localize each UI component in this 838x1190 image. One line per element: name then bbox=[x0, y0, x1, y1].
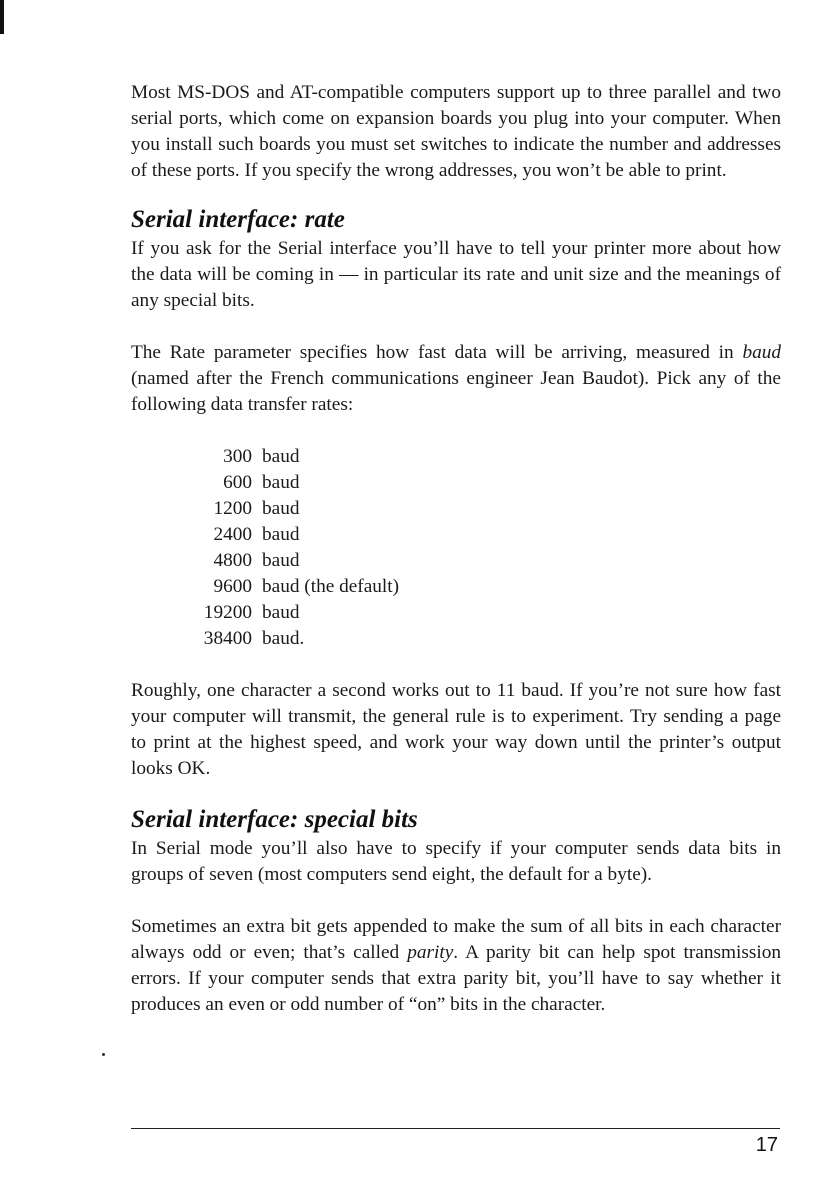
baud-rate-label: baud (the default) bbox=[262, 576, 400, 597]
baud-rate-value: 19200 bbox=[203, 602, 252, 623]
page-content bbox=[131, 80, 781, 1018]
baud-rate-item bbox=[171, 626, 781, 652]
baud-rate-item bbox=[171, 496, 781, 522]
parity-term: parity bbox=[407, 942, 454, 963]
baud-rate-item bbox=[171, 548, 781, 574]
intro-paragraph: Most MS-DOS and AT-compatible computers support up to three parallel and two serial ports, which come on expansion boards you plug into your computer. When you install such boards you must set switches to indicate the number and addresses of these ports. If you specify the wrong addresses, you won’t be able to print. bbox=[131, 82, 781, 181]
baud-rate-item bbox=[171, 470, 781, 496]
baud-rate-value: 1200 bbox=[213, 498, 252, 519]
baud-rate-value: 300 bbox=[223, 446, 252, 467]
rate-paragraph-2-end: (named after the French communications engineer Jean Baudot). Pick any of the following data transfer rates: bbox=[131, 368, 781, 415]
bits-paragraph-2 bbox=[131, 914, 781, 1018]
rate-paragraph-1: If you ask for the Serial interface you’ll have to tell your printer more about how the data will be coming in — in particular its rate and unit size and the meanings of any special bits. bbox=[131, 238, 781, 311]
baud-rate-value: 38400 bbox=[203, 628, 252, 649]
bits-paragraph-1: In Serial mode you’ll also have to specify if your computer sends data bits in groups of seven (most computers send eight, the default for a byte). bbox=[131, 838, 781, 885]
margin-dot bbox=[102, 1053, 105, 1056]
baud-rate-item bbox=[171, 444, 781, 470]
baud-rate-item bbox=[171, 522, 781, 548]
baud-rate-value: 600 bbox=[223, 472, 252, 493]
baud-rate-label: baud bbox=[262, 550, 300, 571]
footer-rule bbox=[131, 1128, 780, 1129]
baud-rate-label: baud bbox=[262, 446, 300, 467]
baud-rate-value: 2400 bbox=[213, 524, 252, 545]
baud-rate-label: baud bbox=[262, 524, 300, 545]
scan-edge-mark bbox=[0, 0, 4, 34]
bits-paragraph-2-end: . A parity bit can help spot transmission errors. If your computer sends that extra parity bit, you’ll have to say whether it produces an even or odd number of “on” bits in the character. bbox=[131, 942, 781, 1015]
baud-rate-value: 4800 bbox=[213, 550, 252, 571]
baud-rate-value: 9600 bbox=[213, 576, 252, 597]
serial-rate-heading: Serial interface: rate bbox=[131, 206, 345, 233]
baud-rate-list bbox=[131, 444, 781, 652]
baud-rate-item bbox=[171, 574, 781, 600]
special-bits-heading: Serial interface: special bits bbox=[131, 806, 418, 833]
bits-paragraph-2-start: Sometimes an extra bit gets appended to make the sum of all bits in each character always odd or even; that’s called bbox=[131, 916, 781, 963]
rate-paragraph-2-start: The Rate parameter specifies how fast data will be arriving, measured in bbox=[131, 342, 743, 363]
baud-rate-label: baud bbox=[262, 472, 300, 493]
page-number: 17 bbox=[755, 1134, 778, 1156]
baud-term: baud bbox=[742, 342, 781, 363]
baud-rate-label: baud bbox=[262, 498, 300, 519]
rate-paragraph-3: Roughly, one character a second works out to 11 baud. If you’re not sure how fast your computer will transmit, the general rule is to experiment. Try sending a page to print at the highest speed, and work your way down until the printer’s output looks OK. bbox=[131, 680, 781, 779]
baud-rate-label: baud bbox=[262, 602, 300, 623]
baud-rate-label: baud. bbox=[262, 628, 305, 649]
baud-rate-item bbox=[171, 600, 781, 626]
rate-paragraph-2 bbox=[131, 340, 781, 418]
